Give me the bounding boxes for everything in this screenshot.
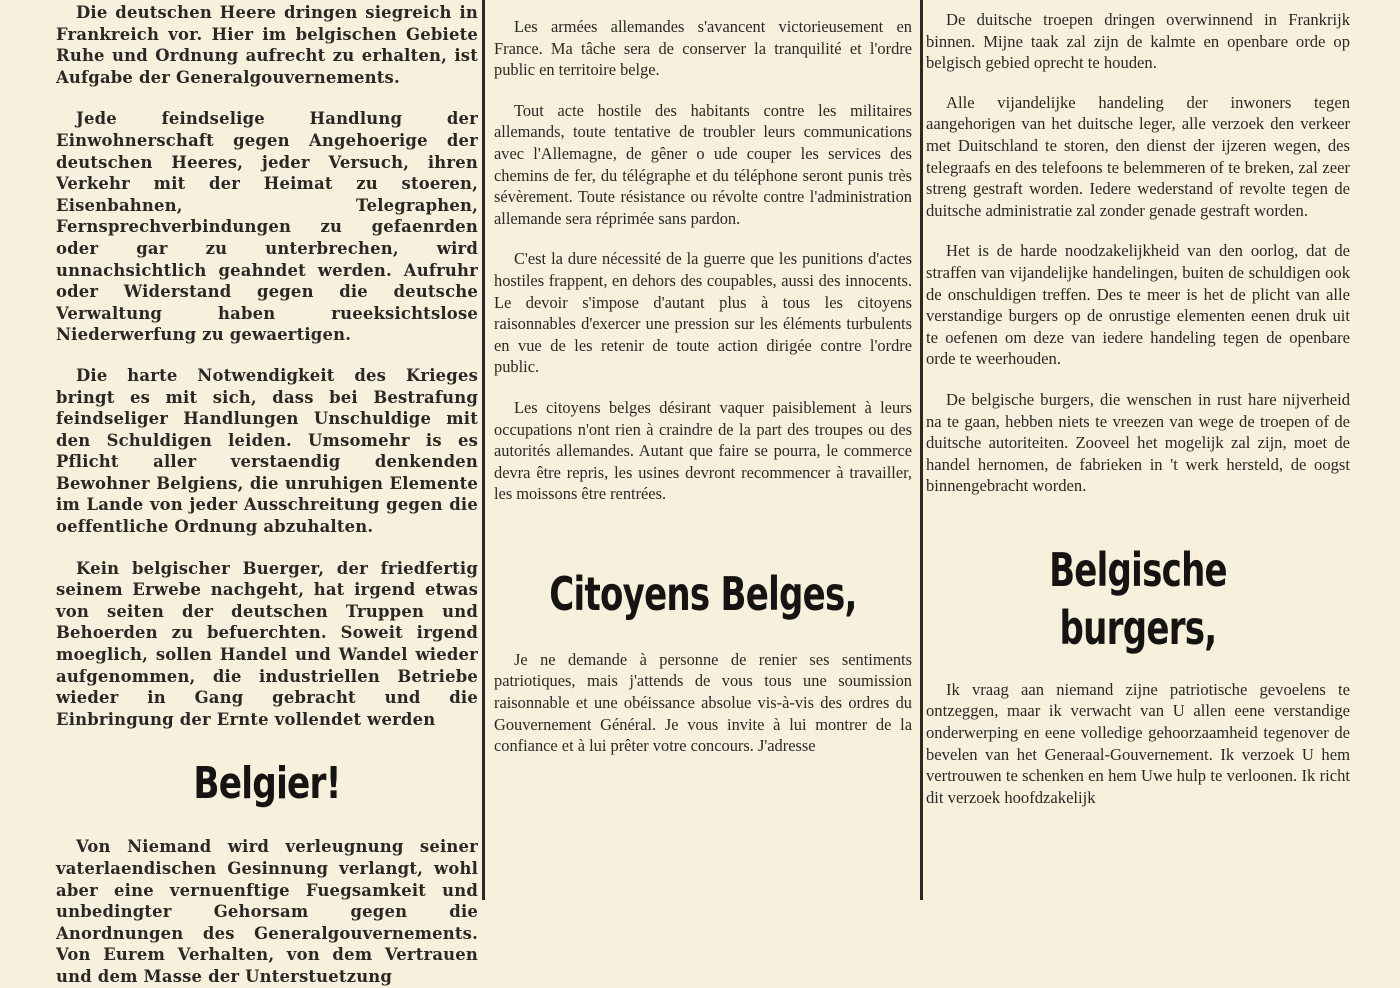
- dutch-necessity-paragraph: Het is de harde noodzakelijkheid van den oorlog, dat de straffen van vijandelijke handelingen, buiten de schuldigen ook de onschuldigen treffen. Des te meer is het de plicht van alle verstandige burgers op de onrustige elementen eenen druk uit te oefenen om deze van iedere handeling tegen de openbare orde te weerhouden.: [926, 241, 1350, 369]
- dutch-intro-paragraph: De duitsche troepen dringen overwinnend in Frankrijk binnen. Mijne taak zal zijn de kalmte en openbare orde op belgisch gebied oprecht te houden.: [926, 10, 1350, 73]
- french-title: Citoyens Belges,: [549, 566, 857, 621]
- german-column: [56, 0, 478, 986]
- french-intro-paragraph: Les armées allemandes s'avancent victorieusement en France. Ma tâche sera de conserver la tranquilité et l'ordre public en territoire belge.: [494, 17, 912, 80]
- column-divider: [920, 0, 923, 900]
- dutch-title: Belgische burgers,: [1049, 542, 1227, 655]
- german-citizens-paragraph: Kein belgischer Buerger, der friedfertig seinem Erwebe nachgeht, hat irgend etwas von seiten der deutschen Truppen und Behoerden zu befuerchten. Soweit irgend moeglich, sollen Handel und Wandel wieder aufgenommen, die industriellen Betriebe wieder in Gang gebracht und die Einbringung der Ernte vollendet werden: [56, 558, 478, 729]
- dutch-citizens-paragraph: De belgische burgers, die wenschen in rust hare nijverheid na te gaan, hebben niets te vreezen van wege de troepen of de duitsche autoriteiten. Zooveel het mogelijk zal zijn, moet de handel hernomen, de fabrieken in 't werk hersteld, de oogst binnengebracht worden.: [926, 389, 1350, 496]
- french-citizens-paragraph: Les citoyens belges désirant vaquer paisiblement à leurs occupations n'ont rien à craindre de la part des troupes ou des autorités allemandes. Autant que faire se pourra, le commerce devra être repris, les usines devront recommencer à travailler, les moissons être rentrées.: [494, 397, 912, 504]
- german-hostility-paragraph: Jede feindselige Handlung der Einwohnerschaft gegen Angehoerige der deutschen Heeres, jeder Versuch, ihren Verkehr mit der Heimat zu stoeren, Eisenbahnen, Telegraphen, Fernsprechverbindungen zu gefaenrden oder gar zu unterbrechen, wird unnachsichtlich geahndet werden. Aufruhr oder Widerstand gegen die deutsche Verwaltung haben rueeksichtslose Niederwerfung zu gewaertigen.: [56, 109, 478, 345]
- german-title: Belgier!: [193, 758, 341, 810]
- french-column: [494, 0, 912, 900]
- german-necessity-paragraph: Die harte Notwendigkeit des Krieges bringt es mit sich, dass bei Bestrafung feindseliger Handlungen Unschuldige mit den Schuldigen leiden. Umsomehr is es Pflicht aller verstaendig denkenden Bewohner Belgiens, die unruhigen Elemente im Lande von jeder Ausschreitung gegen die oeffentliche Ordnung abzuhalten.: [56, 365, 478, 537]
- french-necessity-paragraph: C'est la dure nécessité de la guerre que les punitions d'actes hostiles frappent, en dehors des coupables, aussi des innocents. Le devoir s'impose d'autant plus à tous les citoyens raisonnables d'exercer une pression sur les éléments turbulents en vue de les retenir de toute action dirigée contre l'ordre public.: [494, 249, 912, 377]
- column-divider: [482, 0, 485, 900]
- french-patriotism-paragraph: Je ne demande à personne de renier ses sentiments patriotiques, mais j'attends de vous tous une soumission raisonnable et une obéissance absolue vis-à-vis des ordres du Gouvernement Général. Je vous invite à lui montrer de la confiance et à lui prêter votre concours. J'adresse: [494, 649, 912, 756]
- dutch-column: [926, 0, 1350, 900]
- german-patriotism-paragraph: Von Niemand wird verleugnung seiner vaterlaendischen Gesinnung verlangt, wohl aber eine vernuenftige Fuegsamkeit und unbedingter Gehorsam gegen die Anordnungen des Generalgouvernements. Von Eurem Verhalten, von dem Vertrauen und dem Masse der Unterstuetzung: [56, 837, 478, 986]
- german-intro-paragraph: Die deutschen Heere dringen siegreich in Frankreich vor. Hier im belgischen Gebiete Ruhe und Ordnung aufrecht zu erhalten, ist Aufgabe der Generalgouvernements.: [56, 3, 478, 87]
- french-hostility-paragraph: Tout acte hostile des habitants contre les militaires allemands, toute tentative de troubler leurs communications avec l'Allemagne, de gêner o ude couper les services des chemins de fer, du télégraphe et du téléphone seront punis très sévèrement. Toute résistance ou révolte contre l'administration allemande sera réprimée sans pardon.: [494, 100, 912, 228]
- dutch-patriotism-paragraph: Ik vraag aan niemand zijne patriotische gevoelens te ontzeggen, maar ik verwacht van U allen eene verstandige onderwerping en eene volledige gehoorzaamheid tegenover de bevelen van het Generaal-Gouvernement. Ik verzoek U hem vertrouwen te schenken en hem Uwe hulp te verloonen. Ik richt dit verzoek hoofdzakelijk: [926, 679, 1350, 807]
- dutch-hostility-paragraph: Alle vijandelijke handeling der inwoners tegen aangehorigen van het duitsche leger, alle verzoek den verkeer met Duitschland te storen, den dienst der ijzeren wegen, des telegraafs en des telefoons te belemmeren of te breken, zal zeer streng gestraft worden. Iedere wederstand of revolte tegen de duitsche administratie zal zonder genade gestraft worden.: [926, 92, 1350, 220]
